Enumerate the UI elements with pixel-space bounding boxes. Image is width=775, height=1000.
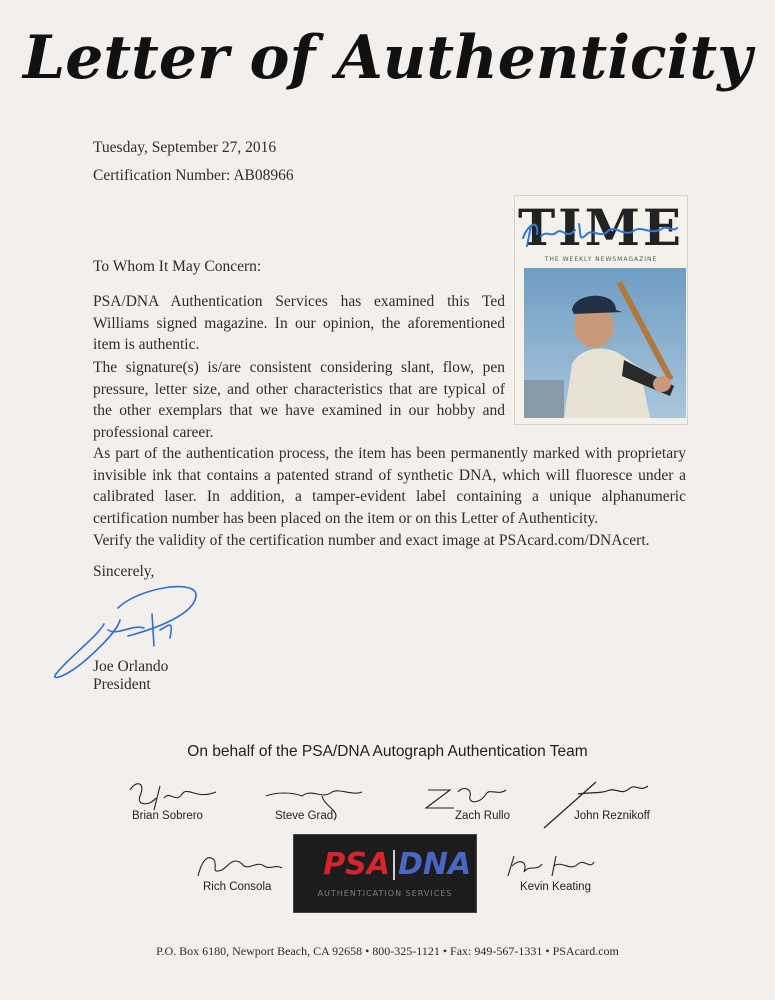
magazine-subtitle: THE WEEKLY NEWSMAGAZINE	[544, 256, 658, 263]
member-name-kevin-keating: Kevin Keating	[520, 881, 591, 893]
signature-john-reznikoff	[540, 776, 652, 832]
logo-psa-text: PSA	[323, 847, 390, 882]
logo-divider	[393, 850, 395, 880]
member-name-steve-grad: Steve Grad	[275, 810, 334, 822]
footer-address: P.O. Box 6180, Newport Beach, CA 92658 • 800-325-1121 • Fax: 949-567-1331 • PSAcard.com	[156, 944, 619, 958]
signature-kevin-keating	[500, 850, 596, 884]
paragraph-verify: Verify the validity of the certification number and exact image at PSAcard.com/DNAcert.	[93, 532, 650, 549]
member-name-brian-sobrero: Brian Sobrero	[132, 810, 203, 822]
member-name-zach-rullo: Zach Rullo	[455, 810, 510, 822]
team-heading: On behalf of the PSA/DNA Autograph Authentication Team	[187, 743, 588, 760]
certification-number: Certification Number: AB08966	[93, 167, 294, 184]
member-name-rich-consola: Rich Consola	[203, 881, 272, 893]
magazine-cover-image	[514, 195, 688, 425]
signature-rich-consola	[192, 850, 284, 884]
magazine-autograph	[517, 216, 685, 252]
logo-subtitle: AUTHENTICATION SERVICES	[317, 889, 453, 898]
greeting: To Whom It May Concern:	[93, 258, 262, 275]
signer-name: Joe Orlando	[93, 658, 169, 675]
member-name-john-reznikoff: John Reznikoff	[574, 810, 650, 822]
paragraph-signature-analysis: The signature(s) is/are consistent considering slant, flow, pen pressure, letter size, and other characteristics that are typical of the other exemplars that we have examined in our hobby and professional career.	[93, 359, 505, 441]
ballplayer-photo	[524, 268, 686, 418]
psa-dna-logo	[293, 834, 477, 913]
logo-dna-text: DNA	[398, 847, 472, 882]
paragraph-examination: PSA/DNA Authentication Services has examined this Ted Williams signed magazine. In our opinion, the aforementioned item is authentic.	[93, 293, 505, 353]
closing: Sincerely,	[93, 563, 155, 580]
paragraph-dna-process: As part of the authentication process, the item has been permanently marked with proprietary invisible ink that contains a patented strand of synthetic DNA, which will fluoresce under a calibrated laser. In addition, a tamper-evident label containing a unique alphanumeric certification number has been placed on the item or on this Letter of Authenticity.	[93, 445, 686, 527]
letter-title: Letter of Authenticity	[23, 23, 752, 93]
magazine-masthead: TIME	[517, 198, 685, 257]
letter-date: Tuesday, September 27, 2016	[93, 139, 277, 156]
signer-title: President	[93, 676, 151, 693]
